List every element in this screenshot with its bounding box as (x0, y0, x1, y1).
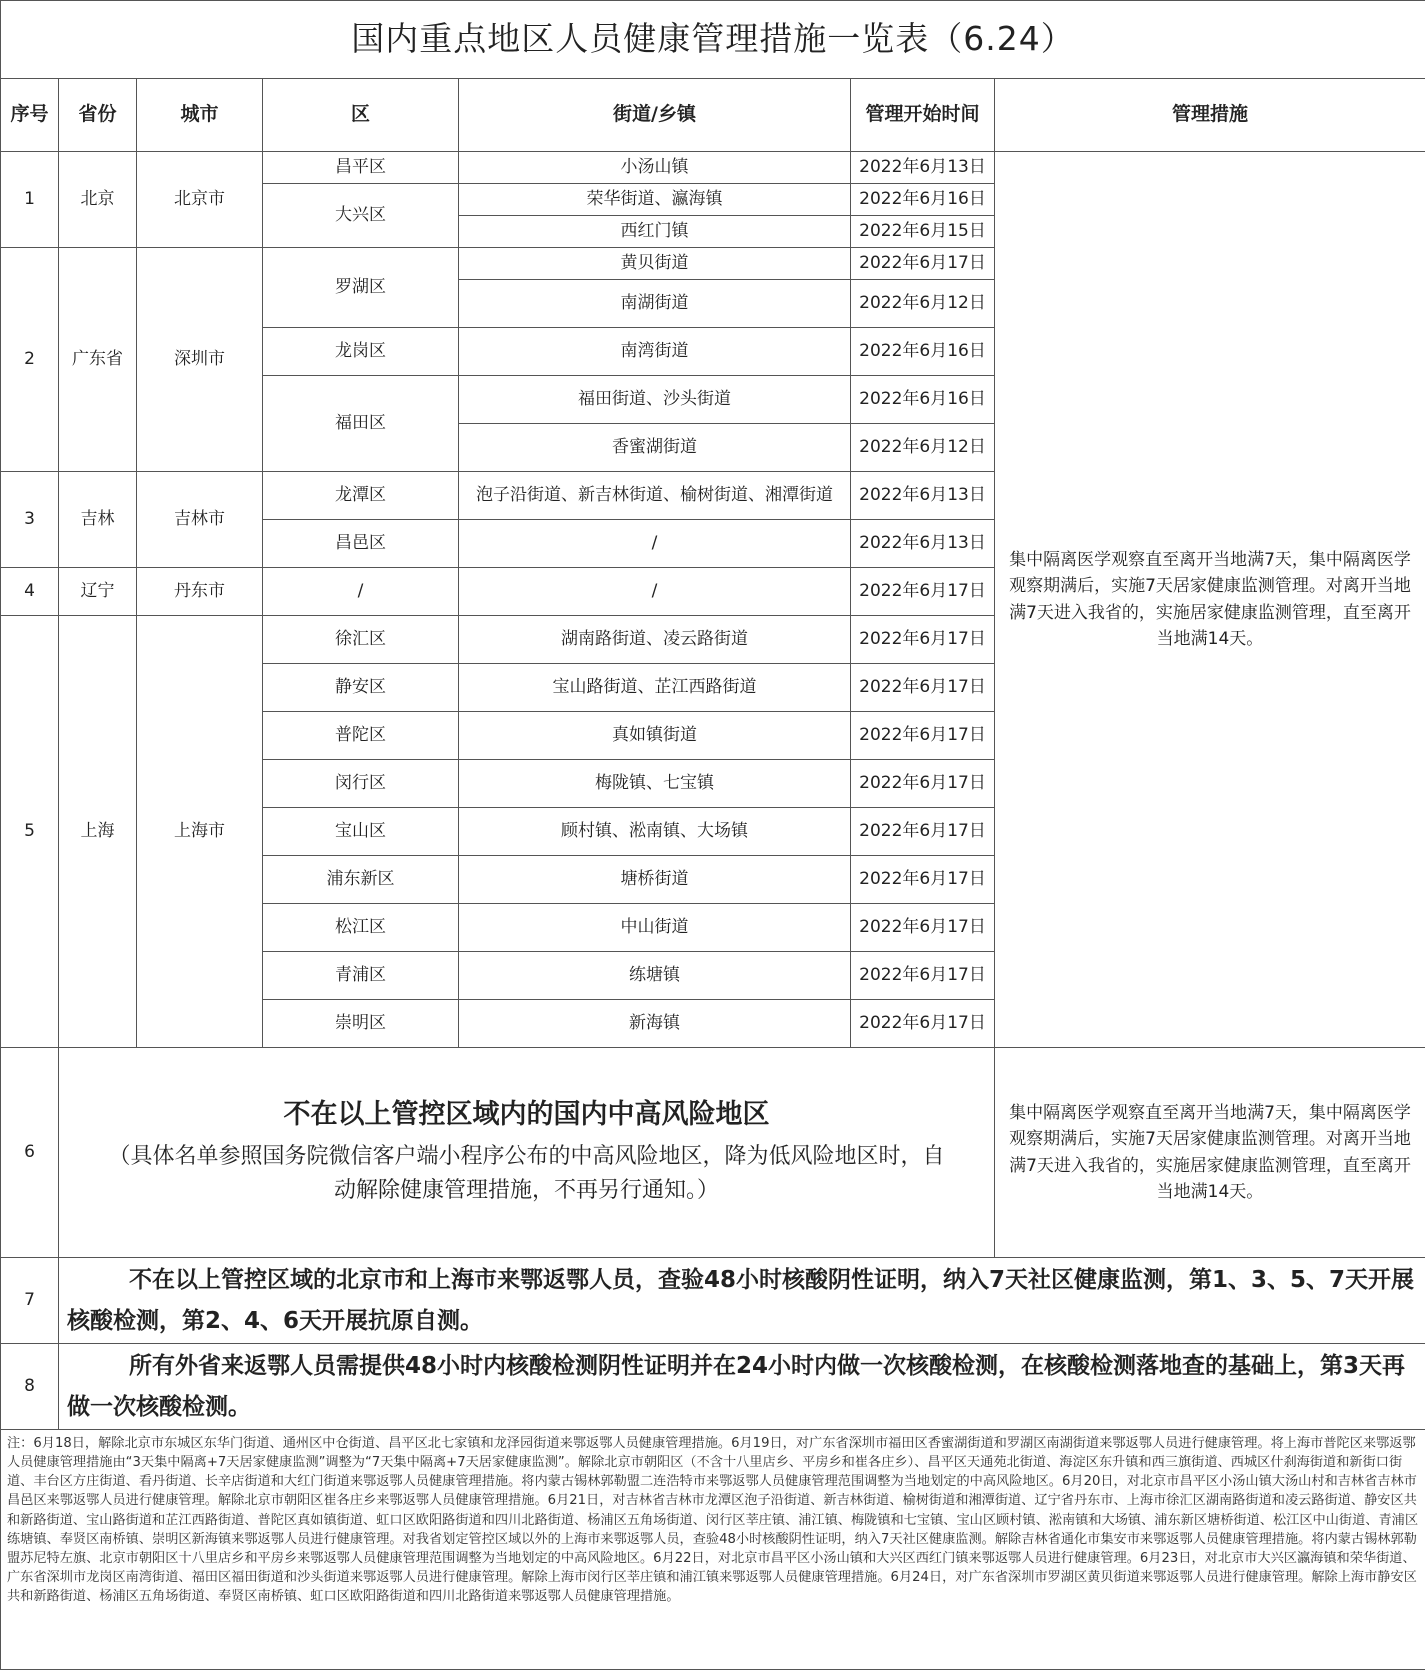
row-street: 泡子沿街道、新吉林街道、榆树街道、湘潭街道 (459, 472, 851, 520)
row-city: 北京市 (137, 152, 263, 248)
header-measures: 管理措施 (995, 79, 1425, 152)
row-street: 练塘镇 (459, 952, 851, 1000)
row-start-date: 2022年6月13日 (851, 520, 995, 568)
row-city: 丹东市 (137, 568, 263, 616)
table-row-6 (1, 1048, 1425, 1258)
row6-detail: （具体名单参照国务院微信客户端小程序公布的中高风险地区，降为低风险地区时，自动解除健康管理措施，不再另行通知。） (108, 1143, 945, 1203)
row-city: 深圳市 (137, 248, 263, 472)
row-district: 普陀区 (263, 712, 459, 760)
row7-text-content: 不在以上管控区域的北京市和上海市来鄂返鄂人员，查验48小时核酸阴性证明，纳入7天社区健康监测，第1、3、5、7天开展核酸检测，第2、4、6天开展抗原自测。 (67, 1267, 1415, 1334)
table-row-7 (1, 1258, 1425, 1344)
note-row (1, 1430, 1425, 1670)
row-district: 青浦区 (263, 952, 459, 1000)
row-street: 塘桥街道 (459, 856, 851, 904)
row-street: 梅陇镇、七宝镇 (459, 760, 851, 808)
row7-text (59, 1258, 1425, 1344)
row6-heading: 不在以上管控区域内的国内中高风险地区 (283, 1099, 770, 1131)
row-province: 吉林 (59, 472, 137, 568)
row-city: 上海市 (137, 616, 263, 1048)
header-city: 城市 (137, 79, 263, 152)
row-no: 3 (1, 472, 59, 568)
row-no: 2 (1, 248, 59, 472)
row-street: 小汤山镇 (459, 152, 851, 184)
row-province: 上海 (59, 616, 137, 1048)
row-start-date: 2022年6月17日 (851, 568, 995, 616)
row-street: 南湖街道 (459, 280, 851, 328)
row-street: 西红门镇 (459, 216, 851, 248)
row-district: 福田区 (263, 376, 459, 472)
header-district: 区 (263, 79, 459, 152)
row-district: 昌平区 (263, 152, 459, 184)
row-start-date: 2022年6月12日 (851, 280, 995, 328)
row-start-date: 2022年6月17日 (851, 952, 995, 1000)
row-street: 湖南路街道、凌云路街道 (459, 616, 851, 664)
row-start-date: 2022年6月17日 (851, 248, 995, 280)
measures-text: 集中隔离医学观察直至离开当地满7天，集中隔离医学观察期满后，实施7天居家健康监测管理。对离开当地满7天进入我省的，实施居家健康监测管理，直至离开当地满14天。 (995, 152, 1425, 1048)
row-district: / (263, 568, 459, 616)
row-start-date: 2022年6月17日 (851, 808, 995, 856)
row-province: 北京 (59, 152, 137, 248)
row6-measures: 集中隔离医学观察直至离开当地满7天，集中隔离医学观察期满后，实施7天居家健康监测管理。对离开当地满7天进入我省的，实施居家健康监测管理，直至离开当地满14天。 (995, 1048, 1425, 1258)
row-start-date: 2022年6月16日 (851, 328, 995, 376)
row-start-date: 2022年6月17日 (851, 904, 995, 952)
row-start-date: 2022年6月16日 (851, 184, 995, 216)
row-street: / (459, 568, 851, 616)
row-street: 新海镇 (459, 1000, 851, 1048)
row-start-date: 2022年6月17日 (851, 1000, 995, 1048)
row-start-date: 2022年6月13日 (851, 472, 995, 520)
row-district: 浦东新区 (263, 856, 459, 904)
row-start-date: 2022年6月13日 (851, 152, 995, 184)
row8-text (59, 1344, 1425, 1430)
header-street: 街道/乡镇 (459, 79, 851, 152)
row-district: 昌邑区 (263, 520, 459, 568)
row-province: 辽宁 (59, 568, 137, 616)
row-no: 8 (1, 1344, 59, 1430)
row-street: 真如镇街道 (459, 712, 851, 760)
row-start-date: 2022年6月17日 (851, 760, 995, 808)
row-start-date: 2022年6月12日 (851, 424, 995, 472)
row-city: 吉林市 (137, 472, 263, 568)
header-start-time: 管理开始时间 (851, 79, 995, 152)
row-street: 中山街道 (459, 904, 851, 952)
row-no: 6 (1, 1048, 59, 1258)
row-district: 宝山区 (263, 808, 459, 856)
row6-content (59, 1048, 995, 1258)
row-district: 松江区 (263, 904, 459, 952)
row-street: 香蜜湖街道 (459, 424, 851, 472)
page-title: 国内重点地区人员健康管理措施一览表（6.24） (1, 1, 1425, 79)
row-street: 黄贝街道 (459, 248, 851, 280)
row-no: 1 (1, 152, 59, 248)
row-street: 宝山路街道、芷江西路街道 (459, 664, 851, 712)
row-no: 4 (1, 568, 59, 616)
row-district: 闵行区 (263, 760, 459, 808)
row-start-date: 2022年6月17日 (851, 664, 995, 712)
footnote: 注：6月18日，解除北京市东城区东华门街道、通州区中仓街道、昌平区北七家镇和龙泽园街道来鄂返鄂人员健康管理措施。6月19日，对广东省深圳市福田区香蜜湖街道和罗湖区南湖街道来鄂返鄂人员进行健康管理。将上海市普陀区来鄂返鄂人员健康管理措施由“3天集中隔离+7天居家健康监测”调整为“7天集中隔离+7天居家健康监测”。解除北京市朝阳区（不含十八里店乡、平房乡和崔各庄乡）、昌平区天通苑北街道、海淀区东升镇和西三旗街道、西城区什刹海街道和新街口街道、丰台区方庄街道、看丹街道、长辛店街道和大红门街道来鄂返鄂人员健康管理措施。将内蒙古锡林郭勒盟二连浩特市来鄂返鄂人员健康管理范围调整为当地划定的中高风险地区。6月20日，对北京市昌平区小汤山镇大汤山村和吉林省吉林市昌邑区来鄂返鄂人员进行健康管理。解除北京市朝阳区崔各庄乡来鄂返鄂人员健康管理措施。6月21日，对吉林省吉林市龙潭区泡子沿街道、新吉林街道、榆树街道和湘潭街道、辽宁省丹东市、上海市徐汇区湖南路街道和凌云路街道、静安区共和新路街道、宝山路街道和芷江西路街道、普陀区真如镇街道、虹口区欧阳路街道和四川北路街道、杨浦区五角场街道、闵行区莘庄镇、浦江镇、梅陇镇和七宝镇、宝山区顾村镇、淞南镇和大场镇、浦东新区塘桥街道、松江区中山街道、青浦区练塘镇、奉贤区南桥镇、崇明区新海镇来鄂返鄂人员进行健康管理。对我省划定管控区域以外的上海市来鄂返鄂人员，查验48小时核酸阴性证明，纳入7天社区健康监测。解除吉林省通化市集安市来鄂返鄂人员健康管理措施。将内蒙古锡林郭勒盟苏尼特左旗、北京市朝阳区十八里店乡和平房乡来鄂返鄂人员健康管理范围调整为当地划定的中高风险地区。6月22日，对北京市昌平区小汤山镇和大兴区西红门镇来鄂返鄂人员进行健康管理。6月23日，对北京市大兴区瀛海镇和荣华街道、广东省深圳市龙岗区南湾街道、福田区福田街道和沙头街道来鄂返鄂人员进行健康管理。解除上海市闵行区莘庄镇和浦江镇来鄂返鄂人员健康管理措施。6月24日，对广东省深圳市罗湖区黄贝街道来鄂返鄂人员进行健康管理。解除上海市静安区共和新路街道、杨浦区五角场街道、奉贤区南桥镇、虹口区欧阳路街道和四川北路街道来鄂返鄂人员健康管理措施。 (1, 1430, 1425, 1670)
row-district: 罗湖区 (263, 248, 459, 328)
row-street: / (459, 520, 851, 568)
row-district: 龙岗区 (263, 328, 459, 376)
row-no: 7 (1, 1258, 59, 1344)
row-street: 顾村镇、淞南镇、大场镇 (459, 808, 851, 856)
row-district: 静安区 (263, 664, 459, 712)
row8-text-content: 所有外省来返鄂人员需提供48小时内核酸检测阴性证明并在24小时内做一次核酸检测，在核酸检测落地查的基础上，第3天再做一次核酸检测。 (67, 1353, 1406, 1420)
row-start-date: 2022年6月17日 (851, 616, 995, 664)
row-start-date: 2022年6月15日 (851, 216, 995, 248)
row-start-date: 2022年6月16日 (851, 376, 995, 424)
header-no: 序号 (1, 79, 59, 152)
row-street: 荣华街道、瀛海镇 (459, 184, 851, 216)
row-street: 福田街道、沙头街道 (459, 376, 851, 424)
row-street: 南湾街道 (459, 328, 851, 376)
row-no: 5 (1, 616, 59, 1048)
row-district: 龙潭区 (263, 472, 459, 520)
table-row-8 (1, 1344, 1425, 1430)
row-province: 广东省 (59, 248, 137, 472)
row-start-date: 2022年6月17日 (851, 712, 995, 760)
row-district: 徐汇区 (263, 616, 459, 664)
header-province: 省份 (59, 79, 137, 152)
row-district: 大兴区 (263, 184, 459, 248)
row-start-date: 2022年6月17日 (851, 856, 995, 904)
row-district: 崇明区 (263, 1000, 459, 1048)
table-row (1, 152, 1425, 184)
